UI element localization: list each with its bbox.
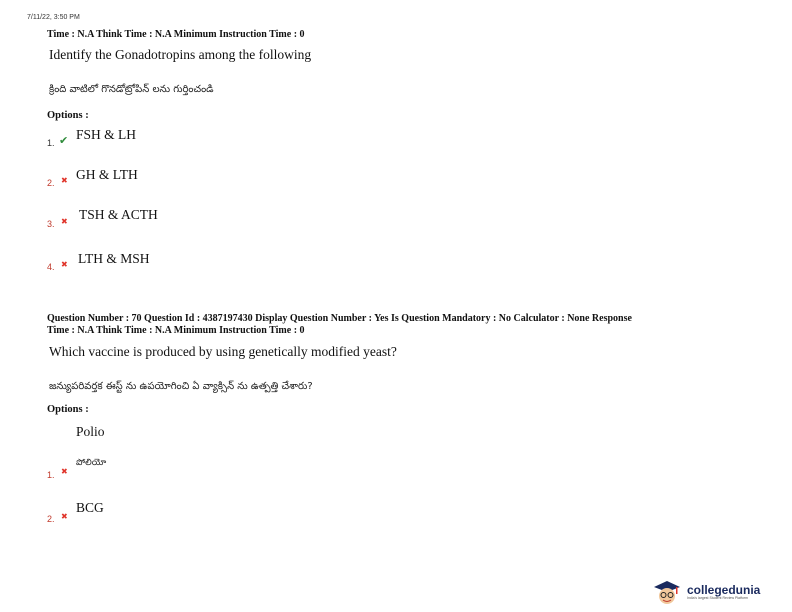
mascot-icon	[650, 578, 684, 606]
print-timestamp: 7/11/22, 3:50 PM	[27, 14, 80, 21]
wrong-cross-icon: ✖	[61, 467, 68, 476]
wrong-cross-icon: ✖	[61, 176, 68, 185]
q2-telugu-text: జన్యుపరివర్తక ఈస్ట్ ను ఉపయోగించి ఏ వ్యాక్సిన్ ను ఉత్పత్తి చేశారు?	[49, 381, 313, 392]
q2-option-number: 1.	[47, 470, 55, 480]
q2-question-text: Which vaccine is produced by using genetically modified yeast?	[49, 344, 397, 359]
logo-name: collegedunia	[687, 582, 761, 597]
q2-meta-line2: Time : N.A Think Time : N.A Minimum Instruction Time : 0	[47, 325, 305, 336]
q2-option-telugu: పోలియో	[76, 458, 107, 468]
q2-options-label: Options :	[47, 404, 89, 415]
wrong-cross-icon: ✖	[61, 260, 68, 269]
q1-option-text: FSH & LH	[76, 127, 137, 142]
wrong-cross-icon: ✖	[61, 512, 68, 521]
q2-option-text: Polio	[76, 424, 105, 439]
q1-telugu-text: క్రింది వాటిలో గొనడోట్రోపిన్ లను గుర్తించండి	[49, 84, 214, 95]
q1-option-text: GH & LTH	[76, 167, 138, 182]
q1-option-number: 2.	[47, 178, 55, 188]
q1-option-number: 4.	[47, 262, 55, 272]
wrong-cross-icon: ✖	[61, 217, 68, 226]
logo-tagline: India's largest Student Review Platform	[687, 595, 748, 600]
q2-option-number: 2.	[47, 514, 55, 524]
q1-option-text: TSH & ACTH	[79, 207, 158, 222]
q2-option-text: BCG	[76, 500, 104, 515]
q1-question-text: Identify the Gonadotropins among the following	[49, 47, 312, 62]
correct-check-icon: ✔	[59, 134, 69, 147]
q1-option-number: 3.	[47, 219, 55, 229]
collegedunia-logo[interactable]	[650, 578, 760, 606]
q2-meta-line1: Question Number : 70 Question Id : 4387197430 Display Question Number : Yes Is Question Mandatory : No Calculator : None Response	[47, 313, 632, 324]
q1-options-label: Options :	[47, 110, 89, 121]
q1-option-number: 1.	[47, 138, 55, 148]
q1-meta: Time : N.A Think Time : N.A Minimum Instruction Time : 0	[47, 29, 305, 40]
q1-option-text: LTH & MSH	[78, 251, 150, 266]
